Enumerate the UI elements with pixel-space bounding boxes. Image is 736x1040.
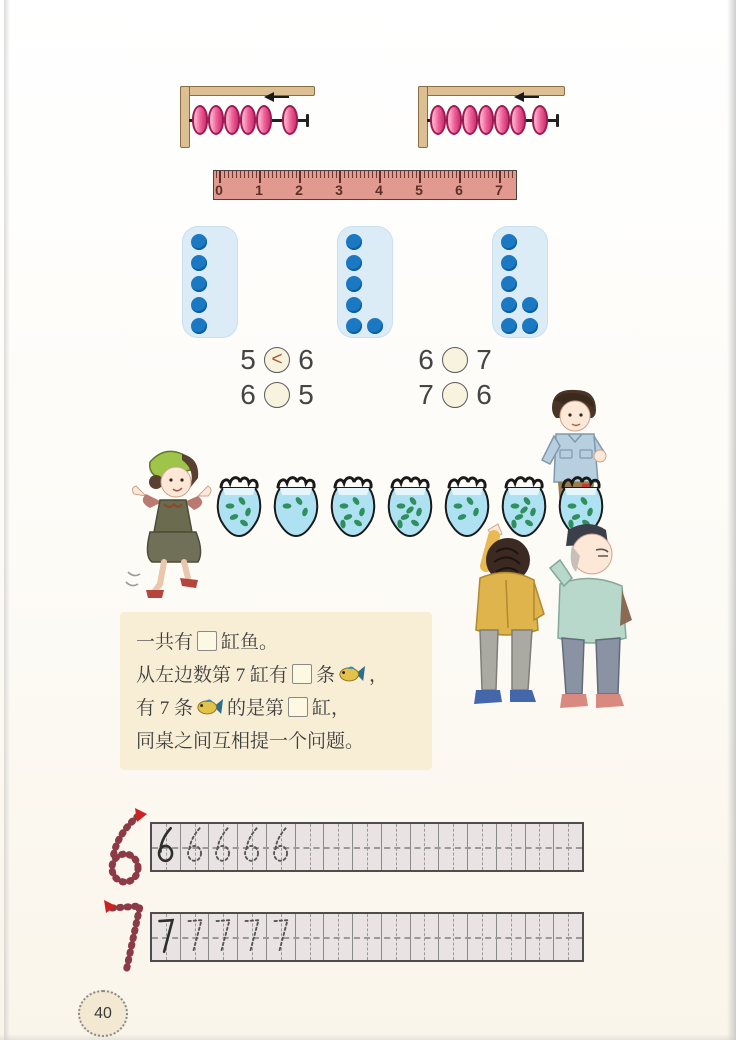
number-left: 5 [240,344,256,375]
problem-text: 从左边数第 7 缸有 [136,665,289,686]
grid-cell[interactable] [181,824,210,870]
problem-line-4 [136,723,416,756]
abacus-bead [208,105,224,135]
counting-dot [191,318,207,334]
fish-icon [338,664,366,683]
traceable-numeral-dashed [182,823,208,872]
problem-line-2 [136,657,416,690]
abacus-rod-cap [306,114,309,127]
fish-icon [196,697,224,716]
traceable-numeral-solid [153,913,179,962]
grid-cell[interactable] [181,914,210,960]
comparison-5-6 [238,344,316,376]
counting-dot [501,255,517,271]
grid-cell[interactable] [152,824,181,870]
comparison-7-6 [416,379,494,411]
traceable-numeral-dashed [182,913,208,962]
abacus-bead [478,105,494,135]
ruler-number: 3 [335,182,343,198]
ruler-number: 7 [495,182,503,198]
grandpa-illustration [540,520,636,720]
abacus-bead [446,105,462,135]
counting-dot [191,234,207,250]
dot-card-six [337,226,393,338]
counting-dot [346,318,362,334]
fishbowl [214,474,264,542]
problem-line-3 [136,690,416,723]
abacus-bead [192,105,208,135]
answer-circle[interactable] [442,382,468,408]
pointing-child-illustration [450,522,550,718]
abacus-frame-left [418,86,428,148]
abacus-frame-top [418,86,565,96]
counting-dot [346,234,362,250]
counting-dot [191,276,207,292]
stroke-order-numeral-6 [102,806,152,892]
problem-text: 同桌之间互相提一个问题。 [136,731,365,752]
arrow-left-icon [514,92,540,102]
number-right: 7 [476,344,492,375]
abacus-rod-cap [556,114,559,127]
problem-text: 有 7 条 [136,698,194,719]
problem-text: 的是第 [227,698,285,719]
writing-grid-7[interactable] [150,912,584,962]
problem-line-1 [136,624,416,657]
grid-cell[interactable] [267,914,296,960]
writing-grid-6[interactable] [150,822,584,872]
abacus-rod-six [180,86,315,148]
grid-cell[interactable] [209,824,238,870]
problem-text: ， [369,665,389,686]
answer-blank[interactable] [197,631,217,651]
stroke-order-numeral-7 [102,896,152,982]
ruler-number: 2 [295,182,303,198]
counting-dot [501,276,517,292]
abacus-bead [510,105,526,135]
problem-text: 缸， [312,698,351,719]
counting-dot [191,255,207,271]
abacus-bead [462,105,478,135]
counting-dot [501,234,517,250]
counting-dot [346,297,362,313]
abacus-bead [224,105,240,135]
counting-dot [346,276,362,292]
girl-illustration [120,444,228,608]
counting-dot [501,318,517,334]
number-right: 6 [298,344,314,375]
answer-circle[interactable] [264,382,290,408]
number-right: 5 [298,379,314,410]
counting-dot [346,255,362,271]
problem-text: 缸鱼。 [221,632,279,653]
abacus-bead [240,105,256,135]
problem-text-box [120,612,432,770]
fishbowl [385,474,435,542]
number-right: 6 [476,379,492,410]
page-number: 40 [94,1004,112,1022]
problem-text: 一共有 [136,632,194,653]
fishbowl [271,474,321,542]
counting-dot [191,297,207,313]
traceable-numeral-solid [153,823,179,872]
problem-text: 条 [316,665,336,686]
grid-cell[interactable] [209,914,238,960]
abacus-frame-left [180,86,190,148]
dot-card-seven [492,226,548,338]
answer-circle[interactable] [264,347,290,373]
abacus-bead [494,105,510,135]
grid-cell[interactable] [152,914,181,960]
grid-cell[interactable] [267,824,296,870]
ruler-number: 4 [375,182,383,198]
counting-dot [501,297,517,313]
dot-card-five [182,226,238,338]
traceable-numeral-dashed [210,823,236,872]
grid-cell[interactable] [238,914,267,960]
ruler-number: 0 [215,182,223,198]
grid-cell[interactable] [238,824,267,870]
ruler-minor-ticks [216,171,514,178]
answer-symbol: < [271,349,283,370]
counting-dot [522,297,538,313]
abacus-frame-top [180,86,315,96]
traceable-numeral-dashed [239,823,265,872]
page-edge-left [4,0,10,1040]
answer-blank[interactable] [288,697,308,717]
abacus-bead [256,105,272,135]
counting-dot [367,318,383,334]
ruler-number: 5 [415,182,423,198]
answer-circle[interactable] [442,347,468,373]
ruler-number: 6 [455,182,463,198]
ruler [213,170,517,200]
ruler-number: 1 [255,182,263,198]
page-edge-right [727,0,736,1040]
comparison-6-7 [416,344,494,376]
fishbowl [328,474,378,542]
number-left: 7 [418,379,434,410]
number-left: 6 [240,379,256,410]
abacus-bead-sliding [282,105,298,135]
counting-dot [522,318,538,334]
answer-blank[interactable] [292,664,312,684]
abacus-bead [430,105,446,135]
number-left: 6 [418,344,434,375]
abacus-rod-seven [418,86,565,148]
comparison-6-5 [238,379,316,411]
traceable-numeral-dashed [268,913,294,962]
traceable-numeral-dashed [239,913,265,962]
traceable-numeral-dashed [210,913,236,962]
traceable-numeral-dashed [268,823,294,872]
arrow-left-icon [264,92,290,102]
abacus-bead-sliding [532,105,548,135]
page-number-badge [78,990,128,1037]
